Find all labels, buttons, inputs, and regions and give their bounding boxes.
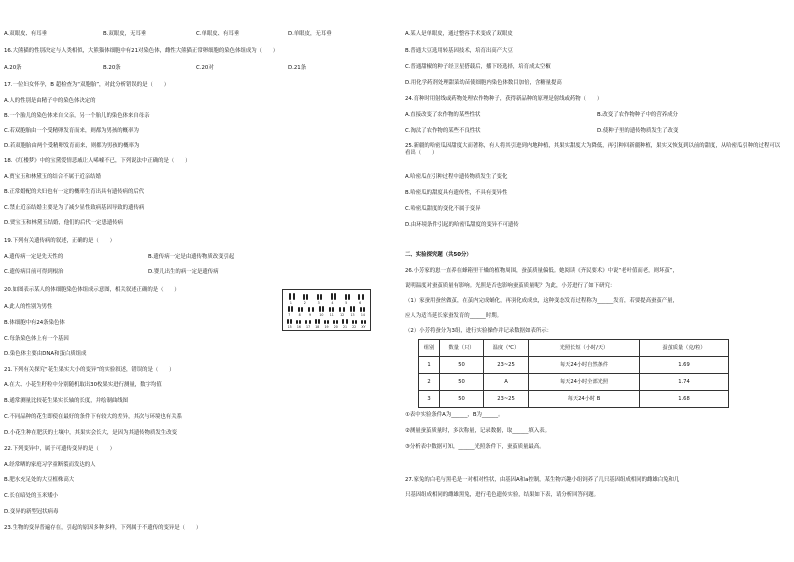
q17-option-d: D.若双胞胎由两个受精卵发育而来，则都为男孩的概率为: [4, 143, 140, 149]
q26-intro-line2: 说明温度对蚕茧质量有影响。光照是否也影响蚕茧质量呢？为此，小芳进行了如下研究：: [405, 283, 616, 289]
chromosome-number-label: 14: [360, 312, 365, 317]
table-cell: 50: [440, 374, 484, 391]
chromosome: [298, 307, 300, 312]
chromosome-number-label: 2: [303, 300, 306, 305]
chromosome: [358, 294, 360, 300]
q25-stem: 25.新疆的哈密瓜因甜度大而著称，有人将其引进到内地种植，其果实甜度大为降低，再引种回新疆种植，果实又恢复到以前的甜度，从哈密瓜引种的过程可以看出（ ）: [405, 143, 781, 156]
chromosome-number-label: 3: [317, 300, 320, 305]
q25-option-c: C.哈密瓜甜度的变化不属于变异: [405, 206, 481, 212]
q21-option-b: B.通常测量比较花生果实长轴的长度，并绘制曲线图: [4, 398, 129, 404]
q15-option-b: B.双眼皮，无耳垂: [103, 31, 147, 37]
chromosome: [346, 319, 348, 324]
chromosome: [318, 319, 320, 324]
q27-line2: 只基因组成相同的雌雄黑兔，进行毛色遗传实验，结果如下表，请分析回答问题。: [405, 492, 600, 498]
chromosome: [289, 293, 291, 300]
chromosome: [361, 320, 363, 324]
chromosome-number-label: 5: [345, 300, 348, 305]
q16-option-c: C.20对: [196, 65, 214, 71]
chromosome-number-label: 19: [324, 324, 329, 329]
q19-option-a: A.遗传病一定是先天性的: [4, 254, 64, 260]
q21-option-a: A.在大、小花生籽粒中分别随机取出30枚果实进行测量，数字均值: [4, 382, 162, 388]
chromosome: [322, 306, 324, 312]
chromosome-number-label: 6: [359, 300, 362, 305]
karyotype-figure: [282, 289, 371, 331]
q25-option-a: A.哈密瓜在引种过程中遗传物质发生了变化: [405, 174, 508, 180]
chromosome: [305, 320, 307, 324]
chromosome: [333, 320, 335, 324]
chromosome-number-label: 12: [340, 312, 345, 317]
table-header-cell: 组别: [419, 340, 440, 357]
q24-option-b: B.改变了农作物种子中的营养成分: [597, 112, 678, 118]
chromosome: [348, 294, 350, 300]
chromosome-number-label: 17: [306, 324, 311, 329]
chromosome: [329, 307, 331, 312]
chromosome-number-label: 9: [308, 312, 311, 317]
q19-option-d: D.婴儿出生的病一定是遗传病: [148, 269, 219, 275]
chromosome-number-label: 11: [329, 312, 334, 317]
q20-option-d: D.染色体主要由DNA和蛋白质组成: [4, 351, 87, 357]
q23-stem: 23.生物的变异普遍存在，引起的原因多种多样，下列属于不遗传的变异是（ ）: [4, 525, 202, 531]
chromosome: [362, 294, 364, 300]
table-cell: 50: [440, 357, 484, 374]
q17-option-b: B.一个胎儿的染色体来自父亲，另一个胎儿的染色体来自母亲: [4, 113, 150, 119]
q18-stem: 18.《红楼梦》中的宝黛爱情悲戚让人唏嘘不已，下列说法中正确的是（ ）: [4, 158, 191, 164]
table-header-cell: 数量（只）: [440, 340, 484, 357]
q26-question-2: ②测量蚕茧质量时，多次称量，记录数据，取______填入表。: [405, 428, 550, 434]
q27-line1: 27.家兔的白毛与黑毛是一对相对性状，由基因A和a控制，某生物兴趣小组饲养了几只基因组成相同的雌雄白兔和几: [405, 477, 680, 483]
chromosome: [288, 306, 290, 312]
q20-stem: 20.如图表示某人的体细胞染色体组成示意图，相关叙述正确的是（ ）: [4, 287, 180, 293]
q21-option-d: D.小花生种在肥沃的土壤中，其果实会长大，是因为其遗传物质发生改变: [4, 430, 177, 436]
table-cell: 1.69: [640, 357, 729, 374]
chromosome: [339, 307, 341, 312]
q25-option-d: D.由环境条件引起的哈密瓜甜度的变异不可遗传: [405, 222, 519, 228]
chromosome: [324, 320, 326, 324]
q24-stem: 24.育种时用射线或药物处理农作物种子，获得新品种的原理是射线或药物（ ）: [405, 96, 603, 102]
q16-option-b: B.20条: [103, 65, 121, 71]
q17-option-c: C.若双胞胎由一个受精卵发育而来，则都为男孩的概率为: [4, 128, 139, 134]
table-cell: 每天24小时自然条件: [529, 357, 640, 374]
chromosome: [350, 306, 352, 312]
chromosome-number-label: 1: [289, 300, 292, 305]
q22-stem: 22.下列变异中，属于可遗传变异的是（ ）: [4, 446, 115, 452]
chromosome: [319, 306, 321, 312]
chromosome: [287, 319, 289, 324]
chromosome: [334, 293, 336, 300]
q17-option-a: A.人的性别是由精子中的染色体决定的: [4, 98, 96, 104]
chromosome-number-label: 18: [315, 324, 320, 329]
q17-stem: 17.一位妇女怀孕，B 超检查为“双胞胎”，对此分析错误的是（ ）: [4, 82, 170, 88]
table-cell: 每天24小时 B: [529, 391, 640, 408]
chromosome: [309, 320, 311, 324]
chromosome: [342, 319, 344, 324]
chromosome-number-label: 22: [352, 324, 357, 329]
q21-stem: 21.下列有关探究“花生果实大小的变异”的实验叙述，错误的是（ ）: [4, 367, 175, 373]
chromosome: [303, 294, 305, 300]
chromosome: [345, 294, 347, 300]
q16-option-d: D.21条: [288, 65, 307, 71]
q18-option-d: D.贾宝玉和林黛玉结婚，他们的后代一定患遗传病: [4, 220, 124, 226]
chromosome: [317, 294, 319, 300]
chromosome: [308, 307, 310, 312]
chromosome: [301, 307, 303, 312]
chromosome: [290, 319, 292, 324]
q19-stem: 19.下列有关遗传病的叙述，正确的是（ ）: [4, 238, 115, 244]
q24-option-c: C.淘汰了农作物的某些不良性状: [405, 128, 481, 134]
q26-question-1: ①表中实验条件A为______，B为______。: [405, 412, 504, 418]
chromosome-number-label: XY: [361, 324, 366, 329]
chromosome-number-label: 10: [319, 312, 324, 317]
q23-option-d: D.用化学药剂处理甜菜幼苗使细胞内染色体数目加倍，含糖量提高: [405, 80, 562, 86]
q16-stem: 16.大熊猫的性别决定与人类相似，大熊猫体细胞中有21对染色体，雌性大熊猫正常卵细胞的染色体组成为（ ）: [4, 48, 279, 54]
table-cell: 2: [419, 374, 440, 391]
table-row: [419, 391, 729, 408]
chromosome-number-label: 4: [331, 300, 334, 305]
table-header-cell: 蚕茧质量（克/粒）: [640, 340, 729, 357]
chromosome: [327, 320, 329, 324]
chromosome-number-label: 15: [287, 324, 292, 329]
q26-question-3: ③分析表中数据可知，______光照条件下，蚕茧质量最高。: [405, 444, 545, 450]
chromosome: [343, 307, 345, 312]
q19-option-c: C.遗传病目前可得到根治: [4, 269, 64, 275]
table-cell: 23~25: [484, 391, 529, 408]
q23-option-c: C.普通甜椒的种子经卫星搭载后，播下经选择，培育成太空椒: [405, 64, 551, 70]
q20-option-b: B.体细胞中有24条染色体: [4, 320, 65, 326]
chromosome: [360, 307, 362, 312]
table-cell: 1.74: [640, 374, 729, 391]
q18-option-c: C.禁止近亲结婚主要是为了减少显性致病基因导致的遗传病: [4, 205, 145, 211]
q24-option-d: D.使种子里的遗传物质发生了改变: [597, 128, 679, 134]
chromosome: [364, 320, 366, 324]
chromosome: [312, 307, 314, 312]
table-header-cell: 光照长短（小时/天）: [529, 340, 640, 357]
q15-option-a: A.双眼皮、有耳垂: [4, 31, 48, 37]
q22-option-d: D.变异的新型冠状病毒: [4, 509, 59, 515]
chromosome: [332, 307, 334, 312]
q24-option-a: A.直接改变了农作物的某些性状: [405, 112, 481, 118]
q19-option-b: B.遗传病一定是由遗传物质改变引起: [148, 254, 235, 260]
q16-option-a: A.20条: [4, 65, 22, 71]
q23-option-b: B.普通大豆选用转基因技术，培育出高产大豆: [405, 48, 513, 54]
q15-option-c: C.单眼皮、有耳垂: [196, 31, 240, 37]
silkworm-data-table: [418, 339, 729, 408]
chromosome-number-label: 7: [288, 312, 291, 317]
chromosome: [355, 320, 357, 324]
chromosome: [291, 306, 293, 312]
q22-option-c: C.长在暗处的玉米矮小: [4, 493, 58, 499]
q22-option-b: B.肥水充足处的大豆植株高大: [4, 477, 75, 483]
chromosome: [331, 293, 333, 300]
chromosome: [293, 293, 295, 300]
table-cell: 1.68: [640, 391, 729, 408]
q26-sub1-line2: 应人为适当延长家蚕发育的______时期。: [405, 313, 503, 319]
q20-option-c: C.每条染色体上有一个基因: [4, 336, 69, 342]
q23-option-a: A.某人是单眼皮，通过整容手术变成了双眼皮: [405, 31, 513, 37]
table-cell: 50: [440, 391, 484, 408]
section-heading: 二、实验探究题（共50分）: [405, 252, 472, 258]
chromosome: [363, 307, 365, 312]
q15-option-d: D.单眼皮，无耳垂: [288, 31, 332, 37]
chromosome: [353, 306, 355, 312]
chromosome-number-label: 16: [296, 324, 301, 329]
chromosome: [299, 320, 301, 324]
table-cell: 23~25: [484, 357, 529, 374]
table-header-cell: 温度（℃）: [484, 340, 529, 357]
chromosome: [315, 319, 317, 324]
q20-option-a: A.此人的性别为男性: [4, 304, 53, 310]
chromosome-number-label: 21: [342, 324, 347, 329]
chromosome-number-label: 8: [298, 312, 301, 317]
table-row: [419, 357, 729, 374]
chromosome: [306, 294, 308, 300]
table-cell: 每天24小时全部光照: [529, 374, 640, 391]
q18-option-a: A.贾宝玉和林黛玉的结合不属于近亲结婚: [4, 174, 101, 180]
q25-option-b: B.哈密瓜的甜度具有遗传性，不具有变异性: [405, 190, 508, 196]
q26-intro-line1: 26.小芳家的崽一直养在蜂箱里干燥的植物周围，蚕茧质量偏低。她阅读《齐民要术》中说“老叶值而老，则坏茧”，: [405, 268, 678, 274]
q18-option-b: B.正常婚配的夫妇也有一定的概率生育出具有遗传病的后代: [4, 189, 145, 195]
chromosome-number-label: 13: [350, 312, 355, 317]
q26-sub1-line1: （1）家蚕用蚕丝做茧，在茧内完成蛹化，再羽化成成虫，这种变态发育过程称为______发育，若要提高蚕茧产量，: [405, 298, 678, 304]
table-cell: 1: [419, 357, 440, 374]
table-cell: A: [484, 374, 529, 391]
q26-sub2: （2）小芳将蚕分为3组，进行实验操作并记录数据如表所示：: [405, 328, 553, 334]
q22-option-a: A.经常晒的家庭习学童断裂而发达的人: [4, 462, 96, 468]
chromosome: [296, 320, 298, 324]
chromosome: [352, 320, 354, 324]
q21-option-c: C.不同品种的花生即使在最好的条件下有较大的差异，其次与环境也有关系: [4, 414, 182, 420]
table-row: [419, 374, 729, 391]
table-cell: 3: [419, 391, 440, 408]
chromosome: [320, 294, 322, 300]
chromosome-number-label: 20: [333, 324, 338, 329]
table-header-row: [419, 340, 729, 357]
chromosome: [336, 320, 338, 324]
